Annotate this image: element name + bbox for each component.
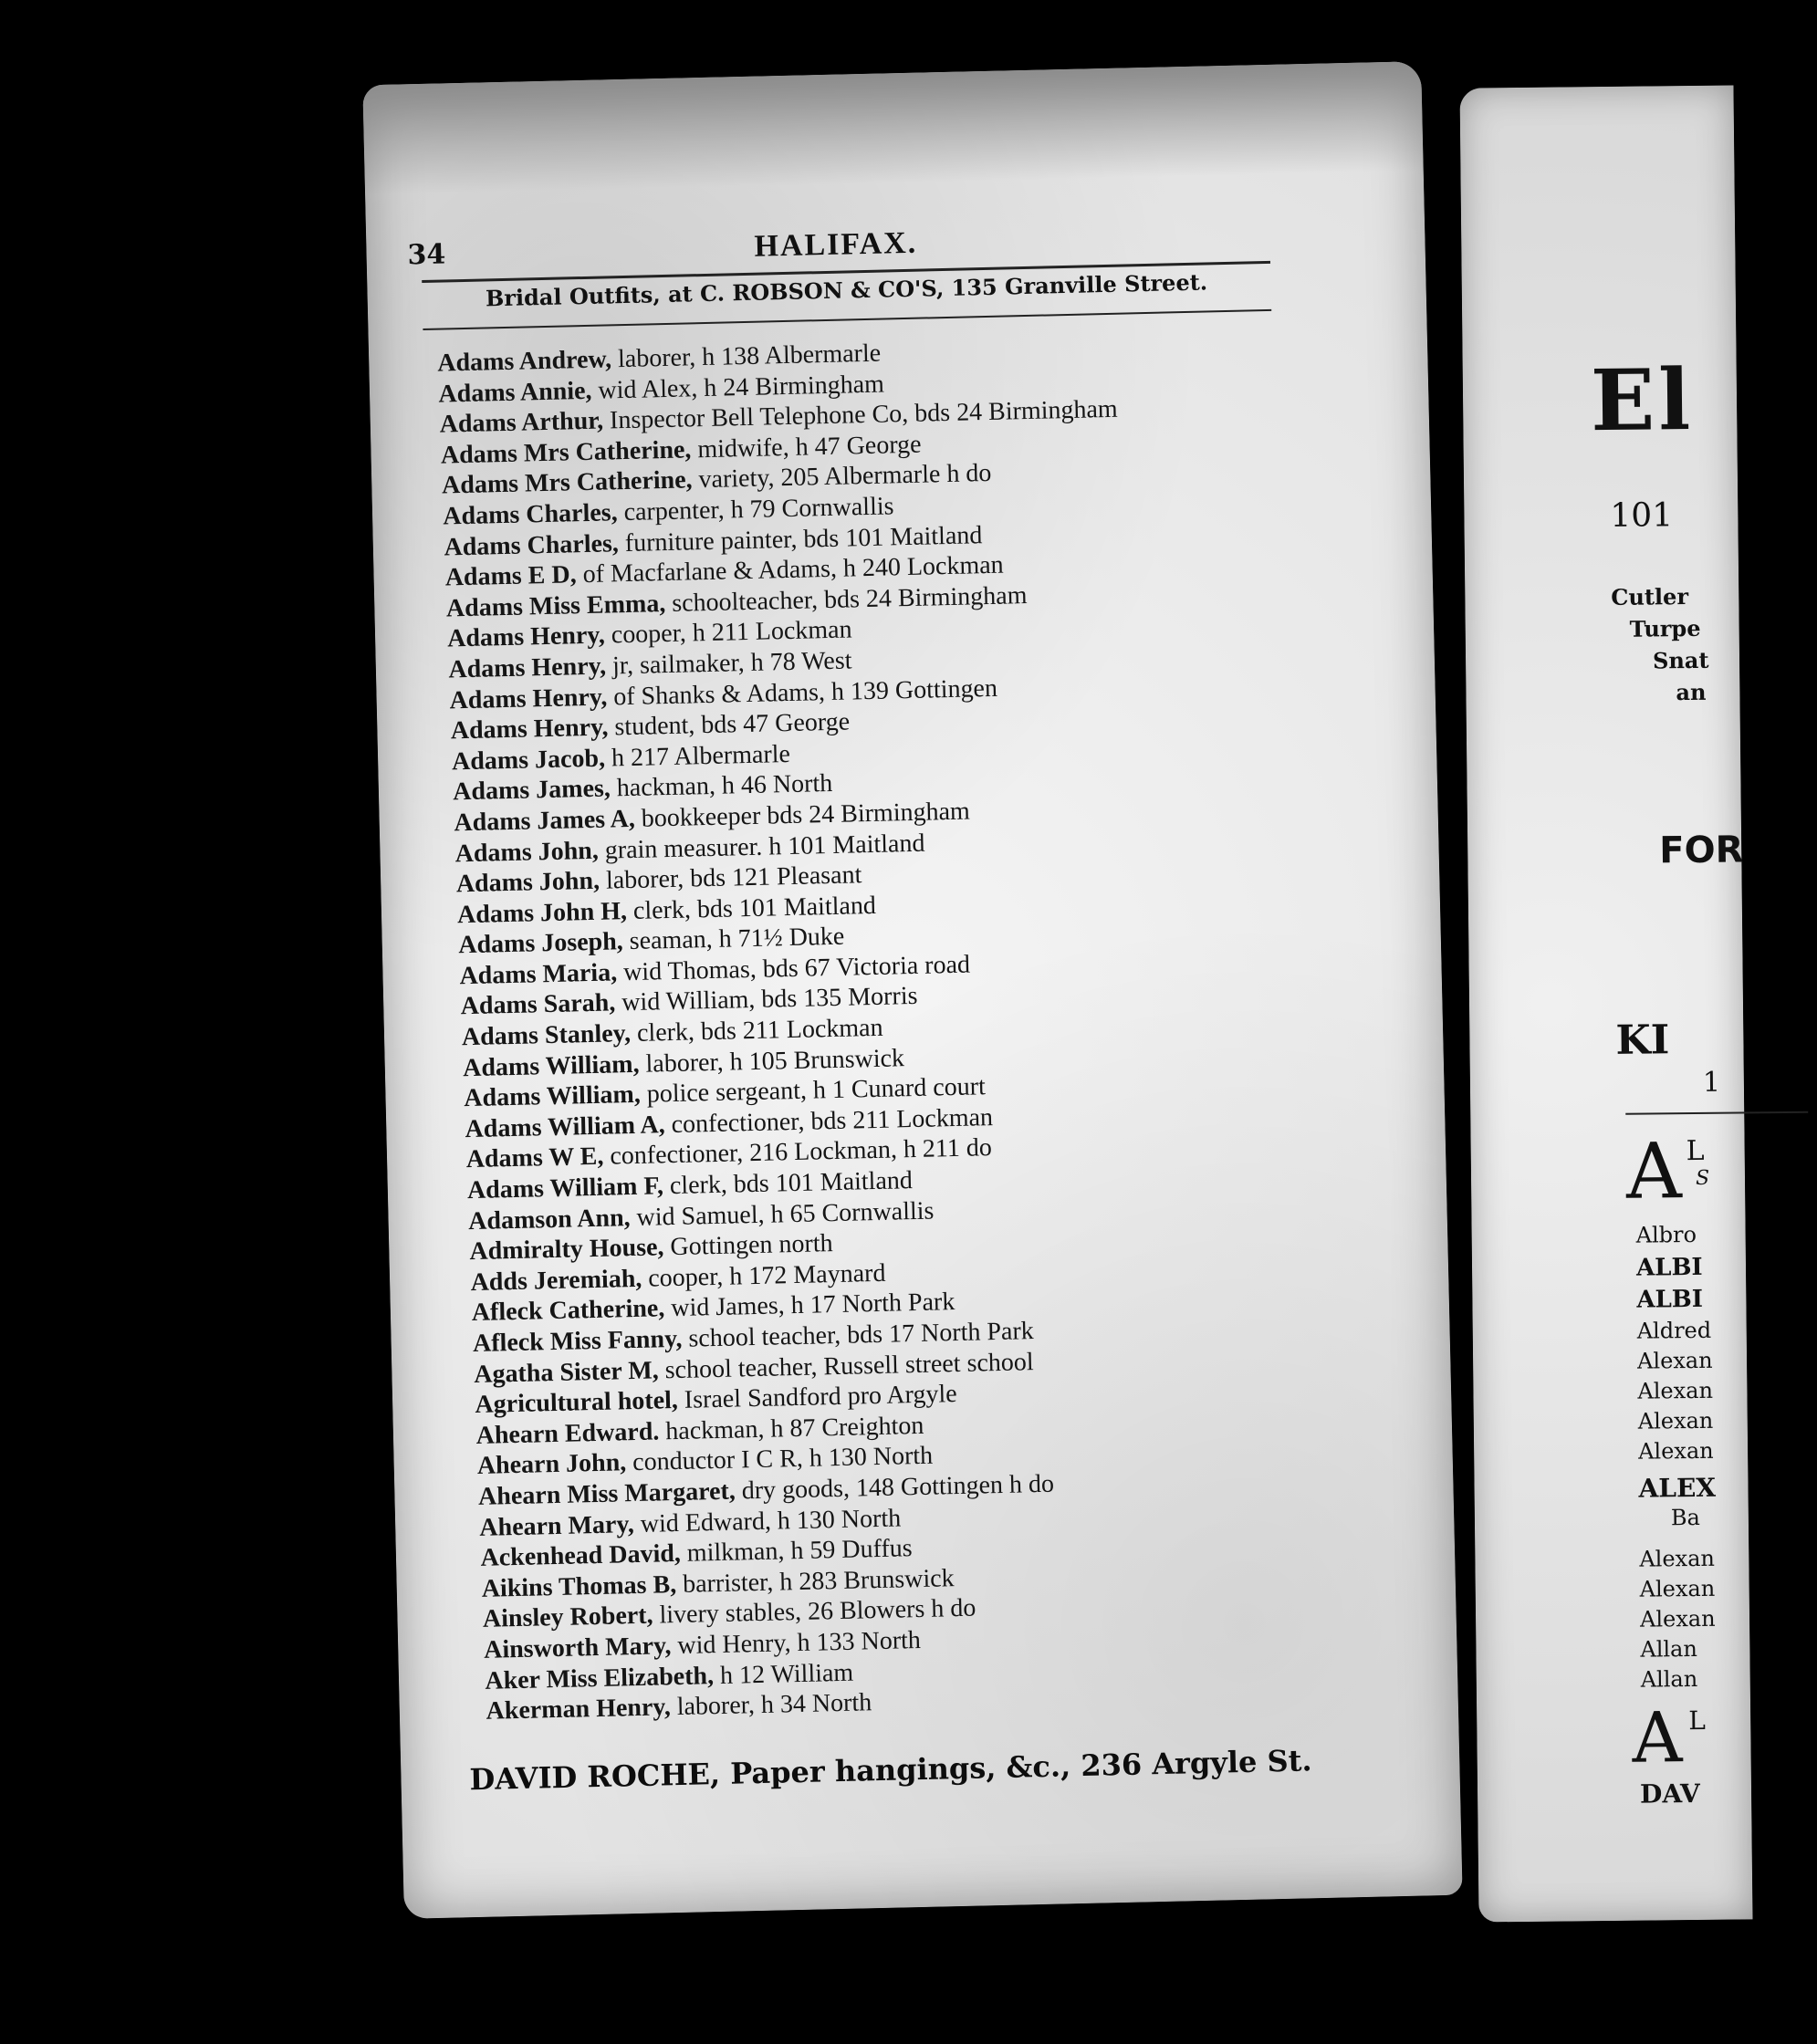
entry-details: wid Thomas, bds 67 Victoria road — [616, 950, 971, 987]
entry-name: Ahearn Mary, — [478, 1509, 635, 1542]
entry-name: Adams William, — [462, 1049, 640, 1082]
entry-name: Adams Annie, — [438, 376, 592, 409]
adjacent-page-alexan-4: Alexan — [1637, 1437, 1714, 1465]
entry-details: Gottingen north — [663, 1229, 833, 1262]
entry-details: h 217 Albermarle — [604, 739, 791, 773]
adjacent-page-initial-a: A — [1625, 1126, 1683, 1216]
entry-name: Adams William F, — [466, 1172, 664, 1205]
entry-name: Ainsworth Mary, — [483, 1632, 672, 1664]
entry-name: Adams Charles, — [442, 498, 618, 531]
entry-name: Ainsley Robert, — [482, 1601, 653, 1634]
entry-details: of Shanks & Adams, h 139 Gottingen — [606, 673, 998, 712]
entry-details: carpenter, h 79 Cornwallis — [617, 492, 894, 527]
entry-details: cooper, h 172 Maynard — [641, 1258, 886, 1293]
entry-details: clerk, bds 211 Lockman — [630, 1013, 883, 1048]
adjacent-page — [1459, 85, 1752, 1922]
entry-details: Inspector Bell Telephone Co, bds 24 Birmingham — [602, 394, 1118, 435]
adjacent-page-alexan-3: Alexan — [1637, 1407, 1714, 1434]
entry-details: student, bds 47 George — [608, 707, 851, 742]
entry-details: milkman, h 59 Duffus — [680, 1534, 913, 1569]
entry-name: Adams Andrew, — [436, 345, 612, 378]
entry-name: Admiralty House, — [469, 1233, 664, 1267]
entry-details: laborer, bds 121 Pleasant — [599, 860, 862, 895]
entry-details: wid Samuel, h 65 Cornwallis — [630, 1196, 935, 1232]
entry-name: Adams Henry, — [449, 683, 608, 714]
adjacent-page-line-snat: Snat — [1652, 646, 1709, 674]
entry-name: Adams Joseph, — [457, 927, 624, 960]
entry-details: cooper, h 211 Lockman — [604, 615, 852, 650]
entry-details: laborer, h 105 Brunswick — [639, 1043, 905, 1079]
header-rule-bottom — [423, 309, 1271, 330]
entry-details: h 12 William — [713, 1658, 854, 1690]
adjacent-page-alexan-6: Alexan — [1639, 1575, 1716, 1602]
entry-details: barrister, h 283 Brunswick — [675, 1563, 955, 1599]
entry-details: furniture painter, bds 101 Maitland — [618, 520, 983, 558]
adjacent-page-rule — [1625, 1111, 1808, 1115]
entry-name: Adams W E, — [465, 1142, 604, 1174]
entry-details: police sergeant, h 1 Cunard court — [640, 1072, 987, 1110]
entry-details: hackman, h 87 Creighton — [659, 1411, 924, 1446]
entry-name: Adamson Ann, — [467, 1203, 631, 1236]
entry-name: Adams John, — [454, 836, 600, 868]
adjacent-page-initial-a2: A — [1631, 1696, 1683, 1778]
entry-name: Adams Jacob, — [451, 744, 606, 777]
running-title: HALIFAX. — [754, 225, 918, 264]
page-number: 34 — [407, 238, 446, 272]
entry-details: bookkeeper bds 24 Birmingham — [634, 797, 971, 833]
entry-details: wid William, bds 135 Morris — [614, 982, 918, 1017]
entry-name: Adams James, — [452, 774, 611, 807]
entry-details: livery stables, 26 Blowers h do — [653, 1593, 976, 1630]
adjacent-page-initial-l2: L — [1688, 1705, 1706, 1736]
adjacent-page-dav: DAV — [1639, 1778, 1700, 1809]
adjacent-page-allan-2: Allan — [1640, 1665, 1698, 1693]
adjacent-page-alexan-1: Alexan — [1636, 1347, 1713, 1374]
entry-details: dry goods, 148 Gottingen h do — [735, 1469, 1055, 1506]
entry-name: Akerman Henry, — [486, 1693, 672, 1726]
entry-details: conductor I C R, h 130 North — [625, 1442, 934, 1477]
entry-name: Ahearn John, — [476, 1448, 627, 1481]
entry-name: Adams Henry, — [448, 652, 607, 684]
entry-name: Agricultural hotel, — [475, 1386, 679, 1420]
entry-details: clerk, bds 101 Maitland — [626, 891, 877, 925]
entry-name: Adams Mrs Catherine, — [441, 465, 693, 500]
adjacent-page-display-letters: El — [1590, 349, 1695, 451]
adjacent-page-alexan-2: Alexan — [1637, 1377, 1714, 1404]
entry-name: Adams Mrs Catherine, — [440, 435, 692, 470]
entry-name: Adams William, — [464, 1080, 642, 1113]
entry-name: Adds Jeremiah, — [470, 1264, 642, 1297]
directory-entries — [437, 328, 1363, 1727]
entry-details: wid Alex, h 24 Birmingham — [591, 370, 885, 405]
entry-details: wid James, h 17 North Park — [663, 1288, 955, 1323]
entry-details: of Macfarlane & Adams, h 240 Lockman — [576, 550, 1004, 589]
adjacent-page-line-cutler: Cutler — [1611, 583, 1689, 610]
entry-name: Ahearn Miss Margaret, — [477, 1476, 736, 1511]
entry-details: seaman, h 71½ Duke — [622, 922, 845, 956]
entry-name: Agatha Sister M, — [473, 1356, 660, 1389]
adjacent-page-alex-caps: ALEX — [1638, 1472, 1717, 1504]
entry-name: Adams Henry, — [450, 713, 609, 746]
entry-details: wid Henry, h 133 North — [671, 1625, 922, 1661]
entry-details: laborer, h 138 Albermarle — [611, 339, 882, 374]
adjacent-page-line-an: an — [1676, 678, 1707, 706]
adjacent-page-alexan-7: Alexan — [1639, 1605, 1716, 1632]
header-advertisement: Bridal Outfits, at C. ROBSON & CO'S, 135 Granville Street. — [485, 268, 1208, 312]
entry-name: Adams Stanley, — [461, 1019, 632, 1052]
entry-name: Adams John H, — [456, 896, 628, 929]
entry-name: Adams James A, — [454, 804, 636, 838]
entry-name: Adams Maria, — [459, 958, 618, 991]
adjacent-page-albro: Albro — [1635, 1221, 1697, 1248]
adjacent-page-initial-s: S — [1695, 1166, 1710, 1190]
entry-details: grain measurer. h 101 Maitland — [598, 829, 925, 865]
adjacent-page-number-line: 101 — [1610, 496, 1674, 535]
adjacent-page-albi-1: ALBI — [1635, 1253, 1703, 1282]
entry-details: Israel Sandford pro Argyle — [677, 1380, 957, 1415]
entry-name: Adams Henry, — [446, 620, 606, 653]
entry-details: laborer, h 34 North — [670, 1688, 872, 1722]
adjacent-page-line-for: FOR — [1659, 829, 1744, 872]
entry-name: Aker Miss Elizabeth, — [485, 1661, 715, 1695]
entry-details: midwife, h 47 George — [691, 430, 922, 464]
entry-details: confectioner, bds 211 Lockman — [664, 1102, 994, 1140]
torn-edge — [362, 61, 1423, 194]
entry-name: Adams William A, — [465, 1111, 666, 1144]
entry-name: Adams Sarah, — [460, 988, 616, 1021]
entry-name: Afleck Miss Fanny, — [472, 1324, 683, 1359]
adjacent-page-line-one: 1 — [1702, 1066, 1721, 1099]
entry-name: Adams Arthur, — [439, 406, 604, 439]
entry-name: Adams John, — [455, 866, 600, 899]
entry-name: Adams Charles, — [444, 528, 620, 562]
adjacent-page-alexan-5: Alexan — [1639, 1545, 1716, 1572]
adjacent-page-initial-l: L — [1686, 1134, 1705, 1168]
entry-details: wid Edward, h 130 North — [633, 1504, 902, 1538]
entry-name: Afleck Catherine, — [471, 1294, 665, 1328]
entry-details: variety, 205 Albermarle h do — [692, 459, 992, 495]
entry-details: clerk, bds 101 Maitland — [663, 1166, 914, 1201]
entry-name: Ahearn Edward. — [475, 1417, 660, 1450]
adjacent-page-ba: Ba — [1670, 1504, 1701, 1531]
directory-page — [362, 61, 1462, 1919]
adjacent-page-aldred: Aldred — [1636, 1317, 1712, 1344]
adjacent-page-line-turpe: Turpe — [1629, 614, 1701, 642]
entry-details: school teacher, bds 17 North Park — [682, 1317, 1035, 1353]
adjacent-page-albi-2: ALBI — [1636, 1285, 1704, 1314]
entry-details: jr, sailmaker, h 78 West — [605, 646, 852, 681]
adjacent-page-allan-1: Allan — [1640, 1635, 1698, 1663]
footer-advertisement: DAVID ROCHE, Paper hangings, &c., 236 Argyle St. — [469, 1743, 1312, 1798]
adjacent-page-line-ki: KI — [1615, 1017, 1670, 1064]
entry-name: Ackenhead David, — [480, 1539, 682, 1573]
entry-details: confectioner, 216 Lockman, h 211 do — [603, 1133, 993, 1172]
entry-name: Aikins Thomas B, — [481, 1570, 677, 1603]
entry-name: Adams Miss Emma, — [445, 589, 666, 623]
entry-details: hackman, h 46 North — [610, 769, 833, 803]
entry-name: Adams E D, — [444, 560, 577, 592]
entry-details: school teacher, Russell street school — [658, 1347, 1034, 1385]
entry-details: schoolteacher, bds 24 Birmingham — [664, 580, 1028, 618]
